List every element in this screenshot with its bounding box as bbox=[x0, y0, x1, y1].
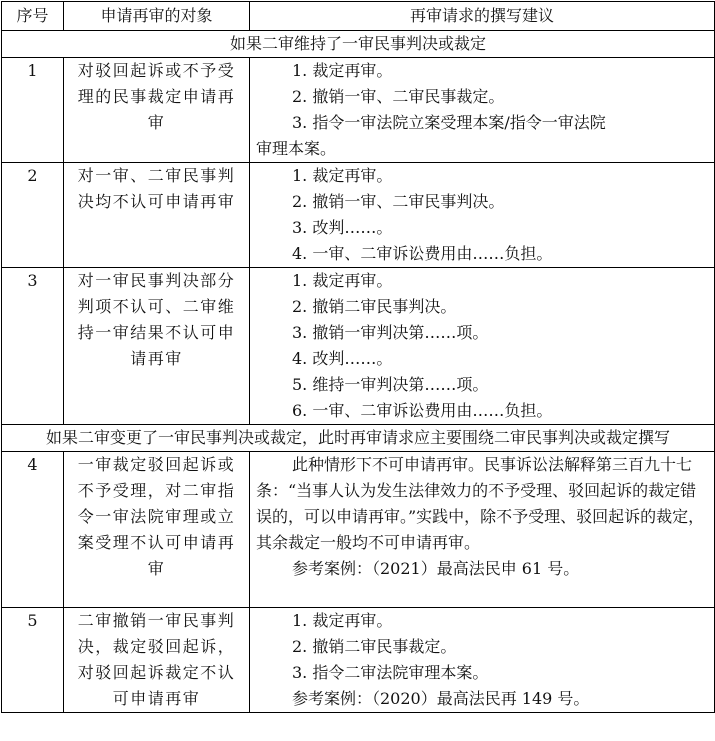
row-suggestion bbox=[250, 163, 715, 268]
row-suggestion bbox=[250, 58, 715, 163]
section-row-2 bbox=[2, 425, 715, 452]
row-object: 二审撤销一审民事判决，裁定驳回起诉，对驳回起诉裁定不认可申请再审 bbox=[64, 608, 250, 713]
row-object: 对驳回起诉或不予受理的民事裁定申请再审 bbox=[64, 58, 250, 163]
row-index: 1 bbox=[2, 58, 64, 163]
suggestion-item: 2. 撤销一审、二审民事判决。 bbox=[292, 192, 505, 211]
suggestion-item: 1. 裁定再审。 bbox=[292, 271, 393, 290]
section-title-2: 如果二审变更了一审民事判决或裁定，此时再审请求应主要围绕二审民事判决或裁定撰写 bbox=[2, 425, 715, 452]
row-object: 对一审、二审民事判决均不认可申请再审 bbox=[64, 163, 250, 268]
table-row bbox=[2, 163, 715, 268]
suggestion-reference: 参考案例：（2021）最高法民申 61 号。 bbox=[292, 559, 580, 578]
suggestion-item-continuation: 审理本案。 bbox=[256, 139, 337, 158]
table-row bbox=[2, 268, 715, 425]
retrial-table bbox=[1, 1, 715, 713]
header-object: 申请再审的对象 bbox=[64, 2, 250, 31]
table-row bbox=[2, 452, 715, 608]
row-index: 4 bbox=[2, 452, 64, 608]
suggestion-item: 3. 指令一审法院立案受理本案/指令一审法院 bbox=[292, 113, 606, 132]
header-suggestion: 再审请求的撰写建议 bbox=[250, 2, 715, 31]
header-index: 序号 bbox=[2, 2, 64, 31]
row-suggestion bbox=[250, 268, 715, 425]
suggestion-item: 1. 裁定再审。 bbox=[292, 166, 393, 185]
row-index: 3 bbox=[2, 268, 64, 425]
section-row-1 bbox=[2, 31, 715, 58]
row-suggestion bbox=[250, 608, 715, 713]
suggestion-item: 1. 裁定再审。 bbox=[292, 611, 393, 630]
row-object: 对一审民事判决部分判项不认可、二审维持一审结果不认可申请再审 bbox=[64, 268, 250, 425]
section-title-1: 如果二审维持了一审民事判决或裁定 bbox=[2, 31, 715, 58]
suggestion-paragraph: 此种情形下不可申请再审。民事诉讼法解释第三百九十七条：“当事人认为发生法律效力的不予受理、驳回起诉的裁定错误的，可以申请再审。”实践中，除不予受理、驳回起诉的裁定，其余裁定一般均不可申请再审。 bbox=[256, 455, 705, 552]
suggestion-item: 4. 改判……。 bbox=[292, 349, 393, 368]
table-header-row bbox=[2, 2, 715, 31]
row-index: 5 bbox=[2, 608, 64, 713]
suggestion-item: 2. 撤销二审民事判决。 bbox=[292, 297, 457, 316]
suggestion-item: 2. 撤销二审民事裁定。 bbox=[292, 637, 457, 656]
suggestion-item: 6. 一审、二审诉讼费用由……负担。 bbox=[292, 401, 553, 420]
row-index: 2 bbox=[2, 163, 64, 268]
table-row bbox=[2, 608, 715, 713]
suggestion-item: 3. 改判……。 bbox=[292, 218, 393, 237]
suggestion-item: 5. 维持一审判决第……项。 bbox=[292, 375, 489, 394]
table-row bbox=[2, 58, 715, 163]
suggestion-item: 3. 指令二审法院审理本案。 bbox=[292, 663, 489, 682]
row-object: 一审裁定驳回起诉或不予受理，对二审指令一审法院审理或立案受理不认可申请再审 bbox=[64, 452, 250, 608]
row-suggestion bbox=[250, 452, 715, 608]
suggestion-item: 3. 撤销一审判决第……项。 bbox=[292, 323, 489, 342]
suggestion-reference: 参考案例：（2020）最高法民再 149 号。 bbox=[292, 689, 590, 708]
suggestion-item: 1. 裁定再审。 bbox=[292, 61, 393, 80]
suggestion-item: 4. 一审、二审诉讼费用由……负担。 bbox=[292, 244, 553, 263]
suggestion-item: 2. 撤销一审、二审民事裁定。 bbox=[292, 87, 505, 106]
